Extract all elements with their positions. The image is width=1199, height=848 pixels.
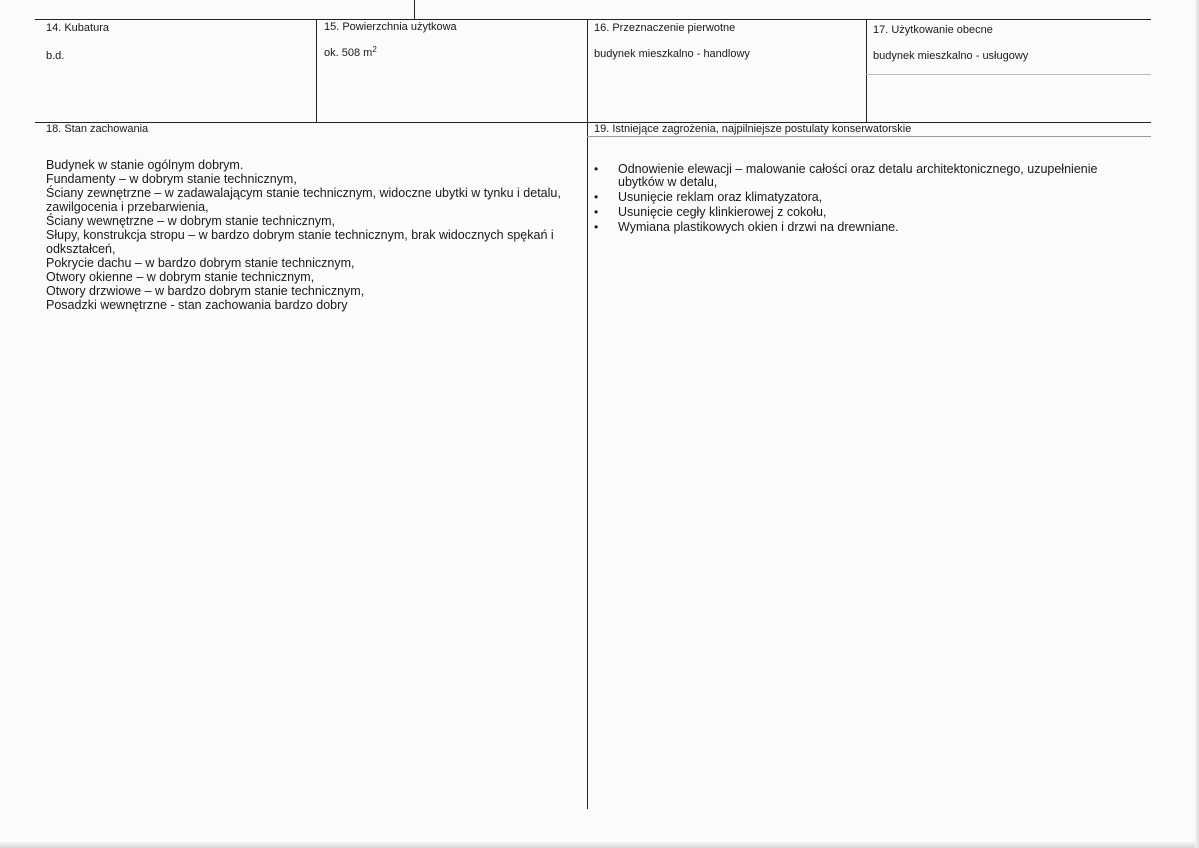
- c19-header-rule: [587, 136, 1151, 137]
- col-divider-16-18: [587, 19, 588, 809]
- scan-edge-bottom: [0, 842, 1199, 848]
- row1-bottom-rule: [35, 122, 1151, 123]
- stan-line: Posadzki wewnętrzne - stan zachowania bardzo dobry: [46, 298, 348, 312]
- bullet-icon: •: [594, 190, 599, 204]
- stan-line: zawilgocenia i przebarwienia,: [46, 200, 209, 214]
- top-rule-right: [35, 19, 1151, 20]
- bullet-icon: •: [594, 220, 599, 234]
- powierzchnia-label: 15. Powierzchnia użytkowa: [324, 21, 457, 33]
- stan-line: Słupy, konstrukcja stropu – w bardzo dobrym stanie technicznym, brak widocznych spękań i: [46, 228, 554, 242]
- zagrozenia-label: 19. Istniejące zagrożenia, najpilniejsze postulaty konserwatorskie: [594, 123, 912, 135]
- kubatura-value: b.d.: [46, 50, 65, 62]
- przeznaczenie-label: 16. Przeznaczenie pierwotne: [594, 22, 736, 34]
- bullet-icon: •: [594, 162, 599, 176]
- stan-line: Ściany zewnętrzne – w zadawalającym stanie technicznym, widoczne ubytki w tynku i detalu,: [46, 186, 561, 200]
- stan-line: odkształceń,: [46, 242, 116, 256]
- col-divider-17: [866, 19, 867, 122]
- stan-line: Otwory drzwiowe – w bardzo dobrym stanie technicznym,: [46, 284, 365, 298]
- uzytkowanie-label: 17. Użytkowanie obecne: [873, 24, 993, 36]
- stan-line: Pokrycie dachu – w bardzo dobrym stanie technicznym,: [46, 256, 355, 270]
- stan-line: Otwory okienne – w dobrym stanie technicznym,: [46, 270, 315, 284]
- stan-zachowania-label: 18. Stan zachowania: [46, 123, 149, 135]
- stan-line: Budynek w stanie ogólnym dobrym.: [46, 158, 244, 172]
- col-divider-15: [316, 19, 317, 122]
- scan-edge-right: [1195, 0, 1199, 848]
- c17-inner-rule: [866, 74, 1151, 75]
- powierzchnia-value: ok. 508 $m^2$: [324, 45, 377, 59]
- stan-line: Fundamenty – w dobrym stanie technicznym,: [46, 172, 297, 186]
- kubatura-label: 14. Kubatura: [46, 22, 109, 34]
- top-tick: [414, 0, 415, 19]
- przeznaczenie-value: budynek mieszkalno - handlowy: [594, 48, 750, 60]
- uzytkowanie-value: budynek mieszkalno - usługowy: [873, 50, 1029, 62]
- stan-line: Ściany wewnętrzne – w dobrym stanie technicznym,: [46, 214, 336, 228]
- bullet-icon: •: [594, 205, 599, 219]
